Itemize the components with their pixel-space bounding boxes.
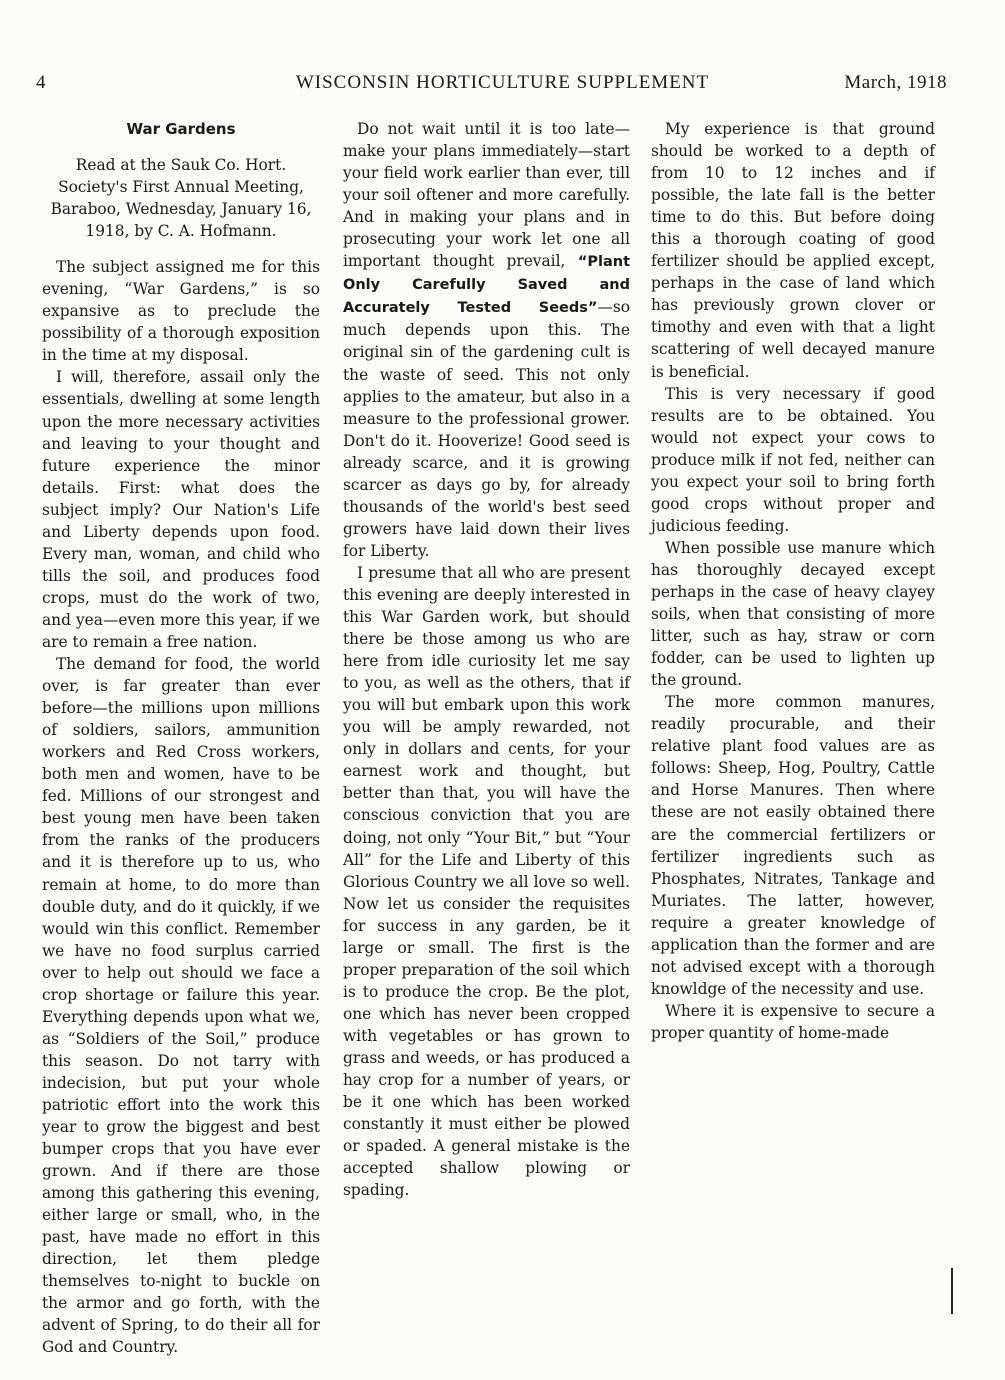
paragraph-8: When possible use manure which has thoroughly decayed except perhaps in the case of heavy clayey soils, when that consisting of more litter, such as hay, straw or corn fodder, can be used to lighten up the ground. <box>651 538 935 690</box>
paragraph-3: The demand for food, the world over, is far greater than ever before—the millions upon millions of soldiers, sailors, ammunition workers and Red Cross workers, both men and women, have to be fed. Millions of our strongest and best young men have been taken from the ranks of the producers and it is therefore up to us, who remain at home, to do more than double duty, and do it quickly, if we would win this conflict. Remember we have no food surplus carried over to help out should we face a crop shortage or failure this year. Everything depends upon what we, as “Soldiers of the Soil,” produce this season. Do not tarry with indecision, but put your whole patriotic effort into the work this year to grow the biggest and best bumper crops that you have ever grown. And if there are those among this gathering this evening, either large or small, who, in the past, have made no effort in this direction, let them pledge themselves to-night to buckle on the armor and go forth, with the advent of Spring, to do their all for God and Country. <box>42 655 320 1357</box>
issue-date: March, 1918 <box>844 72 947 93</box>
publication-title: WISCONSIN HORTICULTURE SUPPLEMENT <box>295 72 710 93</box>
page-header <box>0 72 1005 102</box>
article-title: War Gardens <box>126 120 236 138</box>
column-3 <box>651 118 935 1278</box>
page-number: 4 <box>36 72 46 93</box>
paragraph-4-start: Do not wait until it is too late—make your plans immediately—start your field work earlier than ever, till your soil oftener and more carefully. And in making your plans and in prosecuting your work let one all important thought prevail, <box>343 120 630 271</box>
paragraph-5: I presume that all who are present this evening are deeply interested in this War Garden work, but should there be those among us who are here from idle curiosity let me say to you, as well as the others, that if you will but embark upon this work you will be amply rewarded, not only in dollars and cents, for your earnest work and thought, but better than that, you will have the conscious conviction that you are doing, not only “Your Bit,” but “Your All” for the Life and Liberty of this Glorious Country we all love so well. Now let us consider the requisites for success in any garden, be it large or small. The first is the proper preparation of the soil which is to produce the crop. Be the plot, one which has never been cropped with vegetables or has grown to grass and weeds, or has produced a hay crop for a number of years, or be it one which has been worked constantly it must either be plowed or spaded. A general mistake is the accepted shallow plowing or spading. <box>343 563 630 1200</box>
margin-rule <box>951 1268 953 1314</box>
paragraph-4 <box>343 118 630 562</box>
paragraph-6: My experience is that ground should be worked to a depth of from 10 to 12 inches and if possible, the late fall is the better time to do this. But before doing this a thorough coating of good fertilizer should be applied except, perhaps in the case of land which has previously grown clover or timothy and even with that a light scattering of well decayed manure is beneficial. <box>651 120 935 381</box>
paragraph-9: The more common manures, readily procurable, and their relative plant food values are as follows: Sheep, Hog, Poultry, Cattle and Horse Manures. Then where these are not easily obtained there are the commercial fertilizers or fertilizer ingredients such as Phosphates, Nitrates, Tankage and Muriates. The latter, however, require a greater knowledge of application than the former and are not advised except with a thorough knowldge of the necessity and use. <box>651 693 935 998</box>
column-2 <box>343 118 630 1278</box>
paragraph-1: The subject assigned me for this evening, “War Gardens,” is so expansive as to preclude the possibility of a thorough exposition in the time at my disposal. <box>42 258 320 365</box>
column-1 <box>42 118 320 1357</box>
paragraph-10: Where it is expensive to secure a proper quantity of home-made <box>651 1001 935 1042</box>
article-byline: Read at the Sauk Co. Hort. Society's First Annual Meeting, Baraboo, Wednesday, January 16, 1918, by C. A. Hofmann. <box>50 156 312 241</box>
paragraph-4-end: —so much depends upon this. The original sin of the gardening cult is the waste of seed. This not only applies to the amateur, but also in a measure to the professional grower. Don't do it. Hooverize! Good seed is already scarce, and it is growing scarcer as days go by, for already thousands of the world's best seed growers have laid down their lives for Liberty. <box>343 298 630 560</box>
seed-slogan: “Plant Only Carefully Saved and Accurately Tested Seeds” <box>343 254 630 317</box>
paragraph-7: This is very necessary if good results are to be obtained. You would not expect your cows to produce milk if not fed, neither can you expect your soil to bring forth good crops without proper and judicious feeding. <box>651 384 935 535</box>
paragraph-2: I will, therefore, assail only the essentials, dwelling at some length upon the more necessary activities and leaving to your thought and future experience the minor details. First: what does the subject imply? Our Nation's Life and Liberty depends upon food. Every man, woman, and child who tills the soil, and produces food crops, must do the work of two, and yea—even more this year, if we are to remain a free nation. <box>42 368 320 651</box>
